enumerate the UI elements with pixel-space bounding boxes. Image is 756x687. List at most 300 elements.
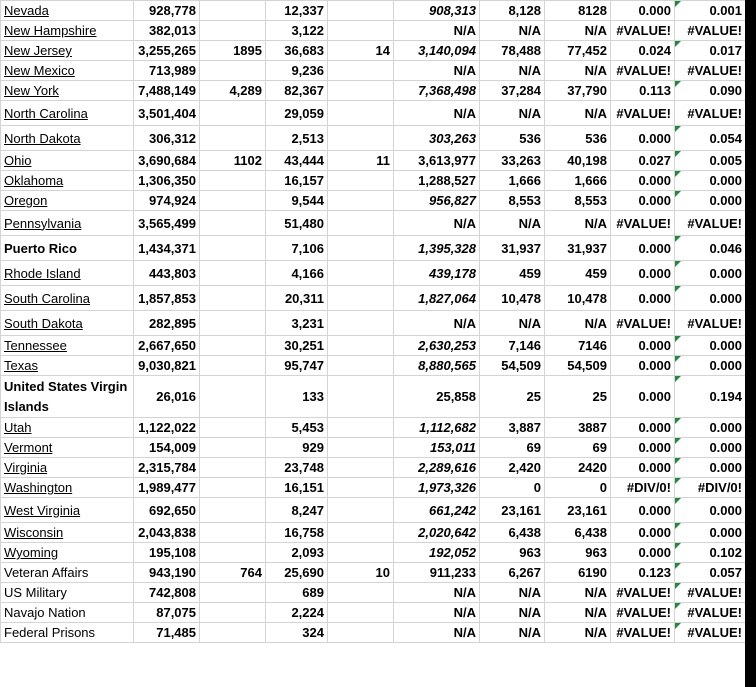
col-b-cell[interactable] [200,126,266,151]
col-d-cell[interactable] [328,286,394,311]
state-link[interactable]: Washington [4,480,73,495]
col-f-cell[interactable] [480,1,545,21]
ratio-a-cell[interactable] [611,286,675,311]
state-link[interactable]: North Dakota [4,130,81,146]
col-c-cell[interactable] [266,523,328,543]
state-link[interactable]: Vermont [4,440,53,455]
population-cell[interactable] [134,261,200,286]
col-f-cell[interactable] [480,171,545,191]
col-f-cell[interactable] [480,311,545,336]
col-b-cell[interactable] [200,336,266,356]
population-cell[interactable] [134,286,200,311]
col-e-cell[interactable] [394,376,480,418]
ratio-b-cell[interactable] [675,191,746,211]
col-f-cell[interactable] [480,21,545,41]
state-link[interactable]: Rhode Island [4,265,81,281]
col-e-cell[interactable] [394,126,480,151]
ratio-b-cell[interactable] [675,498,746,523]
col-e-cell[interactable] [394,211,480,236]
col-c-cell[interactable] [266,498,328,523]
ratio-a-cell[interactable] [611,191,675,211]
population-cell[interactable] [134,41,200,61]
population-cell[interactable] [134,126,200,151]
state-name-cell[interactable] [1,286,134,311]
col-e-cell[interactable] [394,311,480,336]
col-e-cell[interactable] [394,523,480,543]
state-link[interactable]: New Hampshire [4,23,97,38]
col-f-cell[interactable] [480,418,545,438]
col-e-cell[interactable] [394,236,480,261]
col-e-cell[interactable] [394,61,480,81]
col-f-cell[interactable] [480,458,545,478]
col-b-cell[interactable] [200,438,266,458]
population-cell[interactable] [134,498,200,523]
state-link[interactable]: Tennessee [4,338,67,353]
col-b-cell[interactable] [200,583,266,603]
col-g-cell[interactable] [545,61,611,81]
state-name-cell[interactable] [1,336,134,356]
population-cell[interactable] [134,1,200,21]
col-f-cell[interactable] [480,356,545,376]
col-c-cell[interactable] [266,101,328,126]
ratio-a-cell[interactable] [611,376,675,418]
state-link[interactable]: Nevada [4,3,49,18]
ratio-a-cell[interactable] [611,126,675,151]
col-d-cell[interactable] [328,126,394,151]
col-g-cell[interactable] [545,311,611,336]
ratio-b-cell[interactable] [675,126,746,151]
col-g-cell[interactable] [545,563,611,583]
col-e-cell[interactable] [394,478,480,498]
col-b-cell[interactable] [200,498,266,523]
state-name-cell[interactable] [1,81,134,101]
col-g-cell[interactable] [545,41,611,61]
col-g-cell[interactable] [545,236,611,261]
population-cell[interactable] [134,151,200,171]
state-name-cell[interactable] [1,211,134,236]
population-cell[interactable] [134,438,200,458]
col-f-cell[interactable] [480,211,545,236]
population-cell[interactable] [134,101,200,126]
state-name-cell[interactable] [1,236,134,261]
col-f-cell[interactable] [480,126,545,151]
ratio-a-cell[interactable] [611,81,675,101]
population-cell[interactable] [134,236,200,261]
ratio-b-cell[interactable] [675,603,746,623]
col-f-cell[interactable] [480,336,545,356]
population-cell[interactable] [134,583,200,603]
state-name-cell[interactable] [1,151,134,171]
ratio-a-cell[interactable] [611,41,675,61]
col-d-cell[interactable] [328,583,394,603]
col-e-cell[interactable] [394,286,480,311]
col-d-cell[interactable] [328,376,394,418]
population-cell[interactable] [134,211,200,236]
ratio-a-cell[interactable] [611,438,675,458]
state-link[interactable]: Oklahoma [4,173,64,188]
col-g-cell[interactable] [545,191,611,211]
ratio-b-cell[interactable] [675,61,746,81]
col-d-cell[interactable] [328,563,394,583]
col-f-cell[interactable] [480,81,545,101]
col-b-cell[interactable] [200,458,266,478]
ratio-a-cell[interactable] [611,543,675,563]
col-g-cell[interactable] [545,603,611,623]
col-c-cell[interactable] [266,61,328,81]
ratio-a-cell[interactable] [611,418,675,438]
ratio-a-cell[interactable] [611,261,675,286]
population-cell[interactable] [134,81,200,101]
col-d-cell[interactable] [328,236,394,261]
col-f-cell[interactable] [480,261,545,286]
col-b-cell[interactable] [200,61,266,81]
state-link[interactable]: South Dakota [4,315,83,331]
col-b-cell[interactable] [200,523,266,543]
state-link[interactable]: Wisconsin [4,525,64,540]
col-b-cell[interactable] [200,286,266,311]
col-c-cell[interactable] [266,336,328,356]
col-d-cell[interactable] [328,498,394,523]
col-f-cell[interactable] [480,376,545,418]
col-g-cell[interactable] [545,211,611,236]
state-name-cell[interactable] [1,478,134,498]
ratio-a-cell[interactable] [611,151,675,171]
ratio-b-cell[interactable] [675,151,746,171]
col-g-cell[interactable] [545,336,611,356]
state-link[interactable]: Oregon [4,193,48,208]
col-c-cell[interactable] [266,236,328,261]
state-name-cell[interactable] [1,311,134,336]
state-name-cell[interactable] [1,1,134,21]
ratio-b-cell[interactable] [675,101,746,126]
state-name-cell[interactable] [1,523,134,543]
col-c-cell[interactable] [266,41,328,61]
col-f-cell[interactable] [480,101,545,126]
col-f-cell[interactable] [480,523,545,543]
col-b-cell[interactable] [200,81,266,101]
col-e-cell[interactable] [394,101,480,126]
ratio-b-cell[interactable] [675,583,746,603]
col-e-cell[interactable] [394,543,480,563]
col-d-cell[interactable] [328,418,394,438]
ratio-b-cell[interactable] [675,41,746,61]
col-g-cell[interactable] [545,376,611,418]
ratio-a-cell[interactable] [611,171,675,191]
col-c-cell[interactable] [266,458,328,478]
population-cell[interactable] [134,418,200,438]
state-name-cell[interactable] [1,376,134,418]
col-e-cell[interactable] [394,356,480,376]
col-g-cell[interactable] [545,498,611,523]
col-b-cell[interactable] [200,623,266,643]
col-b-cell[interactable] [200,236,266,261]
col-b-cell[interactable] [200,101,266,126]
col-d-cell[interactable] [328,61,394,81]
col-d-cell[interactable] [328,171,394,191]
col-c-cell[interactable] [266,126,328,151]
col-b-cell[interactable] [200,41,266,61]
state-link[interactable]: Utah [4,420,32,435]
col-f-cell[interactable] [480,478,545,498]
col-g-cell[interactable] [545,543,611,563]
state-link[interactable]: Pennsylvania [4,215,82,231]
col-b-cell[interactable] [200,1,266,21]
col-g-cell[interactable] [545,286,611,311]
col-d-cell[interactable] [328,211,394,236]
col-d-cell[interactable] [328,261,394,286]
state-name-cell[interactable] [1,41,134,61]
ratio-b-cell[interactable] [675,81,746,101]
col-c-cell[interactable] [266,171,328,191]
col-e-cell[interactable] [394,603,480,623]
ratio-b-cell[interactable] [675,336,746,356]
population-cell[interactable] [134,458,200,478]
col-c-cell[interactable] [266,311,328,336]
state-name-cell[interactable] [1,543,134,563]
col-c-cell[interactable] [266,623,328,643]
state-link[interactable]: North Carolina [4,105,88,121]
state-name-cell[interactable] [1,583,134,603]
col-g-cell[interactable] [545,101,611,126]
col-e-cell[interactable] [394,151,480,171]
ratio-b-cell[interactable] [675,21,746,41]
col-e-cell[interactable] [394,1,480,21]
col-f-cell[interactable] [480,543,545,563]
col-c-cell[interactable] [266,376,328,418]
state-name-cell[interactable] [1,61,134,81]
col-f-cell[interactable] [480,286,545,311]
state-link[interactable]: Texas [4,358,38,373]
state-name-cell[interactable] [1,438,134,458]
col-g-cell[interactable] [545,126,611,151]
col-f-cell[interactable] [480,583,545,603]
col-b-cell[interactable] [200,261,266,286]
ratio-a-cell[interactable] [611,1,675,21]
ratio-b-cell[interactable] [675,311,746,336]
ratio-a-cell[interactable] [611,623,675,643]
col-c-cell[interactable] [266,356,328,376]
population-cell[interactable] [134,191,200,211]
state-name-cell[interactable] [1,21,134,41]
col-g-cell[interactable] [545,21,611,41]
ratio-b-cell[interactable] [675,171,746,191]
col-g-cell[interactable] [545,623,611,643]
col-d-cell[interactable] [328,81,394,101]
state-link[interactable]: Wyoming [4,545,59,560]
state-name-cell[interactable] [1,261,134,286]
ratio-a-cell[interactable] [611,311,675,336]
ratio-a-cell[interactable] [611,603,675,623]
ratio-b-cell[interactable] [675,478,746,498]
population-cell[interactable] [134,543,200,563]
col-b-cell[interactable] [200,376,266,418]
col-e-cell[interactable] [394,583,480,603]
population-cell[interactable] [134,336,200,356]
col-g-cell[interactable] [545,458,611,478]
ratio-b-cell[interactable] [675,211,746,236]
col-f-cell[interactable] [480,498,545,523]
population-cell[interactable] [134,478,200,498]
col-g-cell[interactable] [545,81,611,101]
state-name-cell[interactable] [1,603,134,623]
population-cell[interactable] [134,21,200,41]
state-name-cell[interactable] [1,623,134,643]
col-d-cell[interactable] [328,336,394,356]
ratio-a-cell[interactable] [611,458,675,478]
col-e-cell[interactable] [394,261,480,286]
state-link[interactable]: New York [4,83,59,98]
col-b-cell[interactable] [200,603,266,623]
col-g-cell[interactable] [545,1,611,21]
col-b-cell[interactable] [200,356,266,376]
col-e-cell[interactable] [394,171,480,191]
col-e-cell[interactable] [394,336,480,356]
state-name-cell[interactable] [1,418,134,438]
col-c-cell[interactable] [266,81,328,101]
col-c-cell[interactable] [266,563,328,583]
population-cell[interactable] [134,171,200,191]
state-link[interactable]: South Carolina [4,290,90,306]
state-link[interactable]: Ohio [4,153,32,168]
population-cell[interactable] [134,563,200,583]
ratio-a-cell[interactable] [611,211,675,236]
population-cell[interactable] [134,311,200,336]
col-c-cell[interactable] [266,478,328,498]
col-d-cell[interactable] [328,101,394,126]
col-d-cell[interactable] [328,191,394,211]
col-g-cell[interactable] [545,151,611,171]
state-name-cell[interactable] [1,171,134,191]
ratio-a-cell[interactable] [611,478,675,498]
col-e-cell[interactable] [394,458,480,478]
col-e-cell[interactable] [394,563,480,583]
ratio-a-cell[interactable] [611,523,675,543]
ratio-a-cell[interactable] [611,236,675,261]
col-f-cell[interactable] [480,191,545,211]
col-f-cell[interactable] [480,41,545,61]
col-b-cell[interactable] [200,543,266,563]
col-e-cell[interactable] [394,21,480,41]
state-name-cell[interactable] [1,126,134,151]
col-c-cell[interactable] [266,438,328,458]
col-e-cell[interactable] [394,41,480,61]
population-cell[interactable] [134,623,200,643]
col-d-cell[interactable] [328,438,394,458]
col-e-cell[interactable] [394,498,480,523]
col-d-cell[interactable] [328,21,394,41]
state-link[interactable]: New Jersey [4,43,72,58]
ratio-b-cell[interactable] [675,563,746,583]
state-link[interactable]: New Mexico [4,63,75,78]
col-f-cell[interactable] [480,563,545,583]
col-g-cell[interactable] [545,261,611,286]
col-g-cell[interactable] [545,478,611,498]
col-f-cell[interactable] [480,61,545,81]
population-cell[interactable] [134,356,200,376]
state-name-cell[interactable] [1,498,134,523]
col-c-cell[interactable] [266,191,328,211]
col-g-cell[interactable] [545,583,611,603]
col-b-cell[interactable] [200,563,266,583]
ratio-b-cell[interactable] [675,236,746,261]
ratio-a-cell[interactable] [611,563,675,583]
col-c-cell[interactable] [266,583,328,603]
col-b-cell[interactable] [200,21,266,41]
col-d-cell[interactable] [328,458,394,478]
col-f-cell[interactable] [480,623,545,643]
population-cell[interactable] [134,376,200,418]
col-c-cell[interactable] [266,1,328,21]
ratio-a-cell[interactable] [611,356,675,376]
col-b-cell[interactable] [200,311,266,336]
col-b-cell[interactable] [200,191,266,211]
state-name-cell[interactable] [1,458,134,478]
col-d-cell[interactable] [328,151,394,171]
col-e-cell[interactable] [394,623,480,643]
col-b-cell[interactable] [200,171,266,191]
state-link[interactable]: Virginia [4,460,48,475]
ratio-b-cell[interactable] [675,543,746,563]
col-c-cell[interactable] [266,543,328,563]
ratio-b-cell[interactable] [675,1,746,21]
ratio-b-cell[interactable] [675,261,746,286]
ratio-a-cell[interactable] [611,583,675,603]
col-c-cell[interactable] [266,603,328,623]
col-f-cell[interactable] [480,438,545,458]
col-d-cell[interactable] [328,523,394,543]
col-g-cell[interactable] [545,418,611,438]
col-d-cell[interactable] [328,311,394,336]
ratio-a-cell[interactable] [611,61,675,81]
col-d-cell[interactable] [328,623,394,643]
col-c-cell[interactable] [266,21,328,41]
col-d-cell[interactable] [328,41,394,61]
state-name-cell[interactable] [1,356,134,376]
ratio-a-cell[interactable] [611,21,675,41]
col-f-cell[interactable] [480,603,545,623]
col-e-cell[interactable] [394,438,480,458]
ratio-a-cell[interactable] [611,101,675,126]
ratio-b-cell[interactable] [675,438,746,458]
ratio-b-cell[interactable] [675,458,746,478]
col-d-cell[interactable] [328,603,394,623]
col-b-cell[interactable] [200,478,266,498]
col-e-cell[interactable] [394,191,480,211]
col-e-cell[interactable] [394,81,480,101]
state-name-cell[interactable] [1,563,134,583]
ratio-a-cell[interactable] [611,336,675,356]
col-d-cell[interactable] [328,478,394,498]
col-c-cell[interactable] [266,418,328,438]
ratio-b-cell[interactable] [675,623,746,643]
ratio-a-cell[interactable] [611,498,675,523]
col-b-cell[interactable] [200,151,266,171]
col-g-cell[interactable] [545,523,611,543]
col-b-cell[interactable] [200,418,266,438]
col-c-cell[interactable] [266,286,328,311]
state-link[interactable]: West Virginia [4,502,81,518]
population-cell[interactable] [134,61,200,81]
col-c-cell[interactable] [266,151,328,171]
state-name-cell[interactable] [1,191,134,211]
ratio-b-cell[interactable] [675,418,746,438]
col-g-cell[interactable] [545,356,611,376]
col-g-cell[interactable] [545,438,611,458]
ratio-b-cell[interactable] [675,356,746,376]
col-d-cell[interactable] [328,543,394,563]
ratio-b-cell[interactable] [675,523,746,543]
population-cell[interactable] [134,523,200,543]
